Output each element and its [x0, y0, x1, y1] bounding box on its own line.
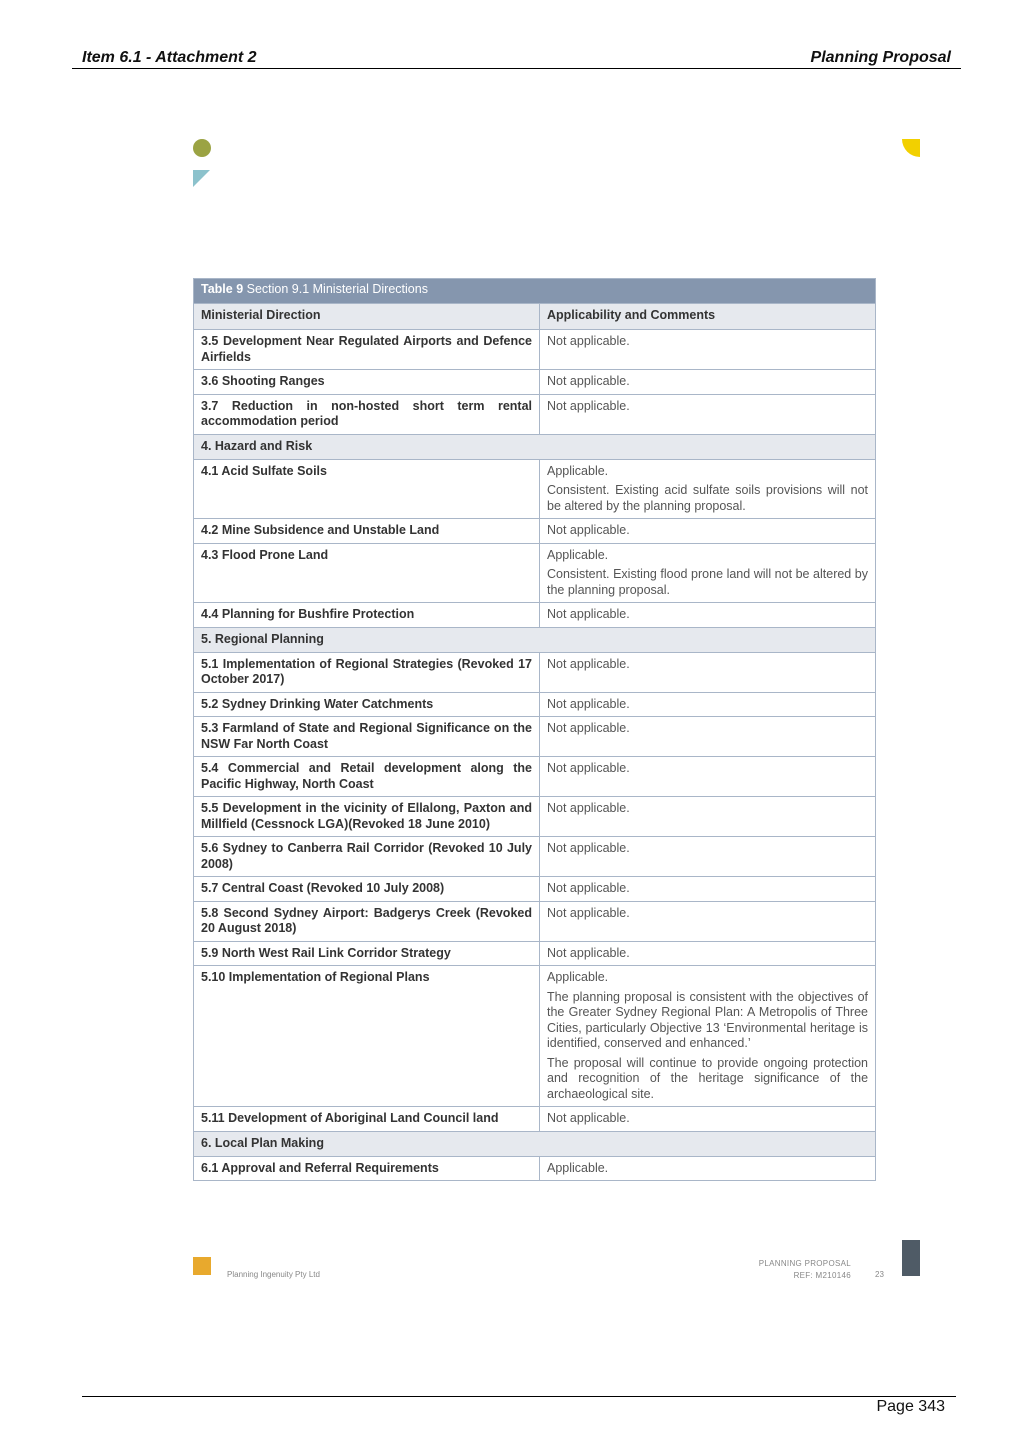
comment-paragraph: Consistent. Existing flood prone land will not be altered by the planning proposal. [547, 567, 869, 597]
table-row [194, 966, 876, 1107]
direction-cell: 5.6 Sydney to Canberra Rail Corridor (Revoked 10 July 2008) [194, 837, 540, 877]
direction-cell: 5.7 Central Coast (Revoked 10 July 2008) [194, 877, 540, 902]
comment-paragraph: Not applicable. [547, 398, 630, 413]
footer-rule [82, 1396, 956, 1397]
comment-paragraph: Not applicable. [547, 1111, 630, 1125]
table-row [194, 330, 876, 370]
table-section-row [194, 1131, 876, 1156]
direction-cell: 3.6 Shooting Ranges [194, 370, 540, 395]
comments-cell [540, 370, 876, 395]
comments-cell [540, 966, 876, 1107]
direction-cell: 5.11 Development of Aboriginal Land Council land [194, 1107, 540, 1132]
comment-paragraph: Not applicable. [547, 334, 630, 348]
table-row [194, 837, 876, 877]
direction-cell: 4.2 Mine Subsidence and Unstable Land [194, 519, 540, 544]
direction-cell: 5.9 North West Rail Link Corridor Strategy [194, 941, 540, 966]
direction-cell: 4.4 Planning for Bushfire Protection [194, 603, 540, 628]
header-attachment-label: Item 6.1 - Attachment 2 [82, 49, 257, 66]
footer-doc-title: PLANNING PROPOSAL [758, 1259, 851, 1268]
comment-paragraph: Applicable. [547, 970, 609, 984]
table-row [194, 877, 876, 902]
direction-cell: 5.5 Development in the vicinity of Ellalong, Paxton and Millfield (Cessnock LGA)(Revoked 18 June 2010) [194, 797, 540, 837]
comments-cell [540, 543, 876, 603]
comments-cell [540, 717, 876, 757]
footer-ref: REF: M210146 [793, 1271, 851, 1280]
section-heading: 5. Regional Planning [194, 627, 876, 652]
footer-inner-page-number: 23 [875, 1270, 884, 1279]
table-section-row [194, 434, 876, 459]
direction-cell: 3.5 Development Near Regulated Airports and Defence Airfields [194, 330, 540, 370]
table-row [194, 543, 876, 603]
comment-paragraph: Applicable. [547, 1160, 609, 1175]
green-circle-decoration [193, 139, 211, 157]
comments-cell [540, 1156, 876, 1181]
table-row [194, 941, 876, 966]
comment-paragraph: The planning proposal is consistent with the objectives of the Greater Sydney Regional Plan: A Metropolis of Three Cities, particularly Objective 13 ‘Environmental heritage is identified, conserved and enhanced.’ [547, 989, 869, 1050]
comment-paragraph: Not applicable. [547, 656, 630, 671]
comments-cell [540, 1107, 876, 1132]
comment-paragraph: Not applicable. [547, 761, 630, 775]
comment-paragraph: The proposal will continue to provide ongoing protection and recognition of the heritage significance of the archaeological site. [547, 1055, 869, 1101]
comments-cell [540, 837, 876, 877]
section-heading: 4. Hazard and Risk [194, 434, 876, 459]
page-number: Page 343 [876, 1398, 945, 1415]
table-row [194, 652, 876, 692]
comment-paragraph: Applicable. [547, 547, 609, 562]
comment-paragraph: Not applicable. [547, 881, 630, 895]
direction-cell: 5.3 Farmland of State and Regional Significance on the NSW Far North Coast [194, 717, 540, 757]
direction-cell: 5.4 Commercial and Retail development along the Pacific Highway, North Coast [194, 757, 540, 797]
table-row [194, 370, 876, 395]
comment-paragraph: Not applicable. [547, 841, 630, 855]
comment-paragraph: Consistent. Existing acid sulfate soils provisions will not be altered by the planning proposal. [547, 483, 869, 513]
comment-paragraph: Not applicable. [547, 905, 630, 920]
table-row [194, 797, 876, 837]
comment-paragraph: Not applicable. [547, 374, 630, 388]
yellow-quarter-circle-decoration [902, 139, 920, 157]
header-document-title: Planning Proposal [810, 49, 951, 66]
table-row [194, 394, 876, 434]
comments-cell [540, 757, 876, 797]
table-row [194, 757, 876, 797]
header-rule [72, 68, 961, 69]
direction-cell: 5.10 Implementation of Regional Plans [194, 966, 540, 1107]
orange-square-logo [193, 1257, 211, 1275]
table-row [194, 1107, 876, 1132]
table-row [194, 603, 876, 628]
comment-paragraph: Not applicable. [547, 945, 630, 960]
table-row [194, 1156, 876, 1181]
column-header-comments: Applicability and Comments [540, 304, 876, 330]
comment-paragraph: Not applicable. [547, 607, 630, 621]
table-section-row [194, 627, 876, 652]
table-row [194, 901, 876, 941]
footer-company: Planning Ingenuity Pty Ltd [227, 1270, 320, 1279]
comments-cell [540, 330, 876, 370]
comments-cell [540, 603, 876, 628]
comment-paragraph: Applicable. [547, 463, 609, 478]
direction-cell: 5.2 Sydney Drinking Water Catchments [194, 692, 540, 717]
comment-paragraph: Not applicable. [547, 721, 630, 735]
table-row [194, 519, 876, 544]
comments-cell [540, 394, 876, 434]
ministerial-directions-table [193, 278, 876, 1181]
dark-bar-decoration [902, 1240, 920, 1276]
direction-cell: 4.3 Flood Prone Land [194, 543, 540, 603]
table-row [194, 459, 876, 519]
comments-cell [540, 877, 876, 902]
table-caption [194, 279, 876, 304]
direction-cell: 4.1 Acid Sulfate Soils [194, 459, 540, 519]
table-caption-number: Table 9 [201, 282, 244, 296]
comment-paragraph: Not applicable. [547, 801, 630, 815]
blue-triangle-decoration [193, 170, 210, 187]
comments-cell [540, 519, 876, 544]
section-heading: 6. Local Plan Making [194, 1131, 876, 1156]
comment-paragraph: Not applicable. [547, 523, 630, 537]
comments-cell [540, 941, 876, 966]
comments-cell [540, 901, 876, 941]
column-header-direction: Ministerial Direction [194, 304, 540, 330]
comment-paragraph: Not applicable. [547, 696, 630, 711]
comments-cell [540, 459, 876, 519]
comments-cell [540, 652, 876, 692]
direction-cell: 6.1 Approval and Referral Requirements [194, 1156, 540, 1181]
table-row [194, 717, 876, 757]
table-caption-text: Section 9.1 Ministerial Directions [243, 282, 428, 296]
comments-cell [540, 797, 876, 837]
footer-reference [759, 1258, 851, 1282]
direction-cell: 5.8 Second Sydney Airport: Badgerys Creek (Revoked 20 August 2018) [194, 901, 540, 941]
comments-cell [540, 692, 876, 717]
table-row [194, 692, 876, 717]
direction-cell: 3.7 Reduction in non-hosted short term rental accommodation period [194, 394, 540, 434]
direction-cell: 5.1 Implementation of Regional Strategies (Revoked 17 October 2017) [194, 652, 540, 692]
